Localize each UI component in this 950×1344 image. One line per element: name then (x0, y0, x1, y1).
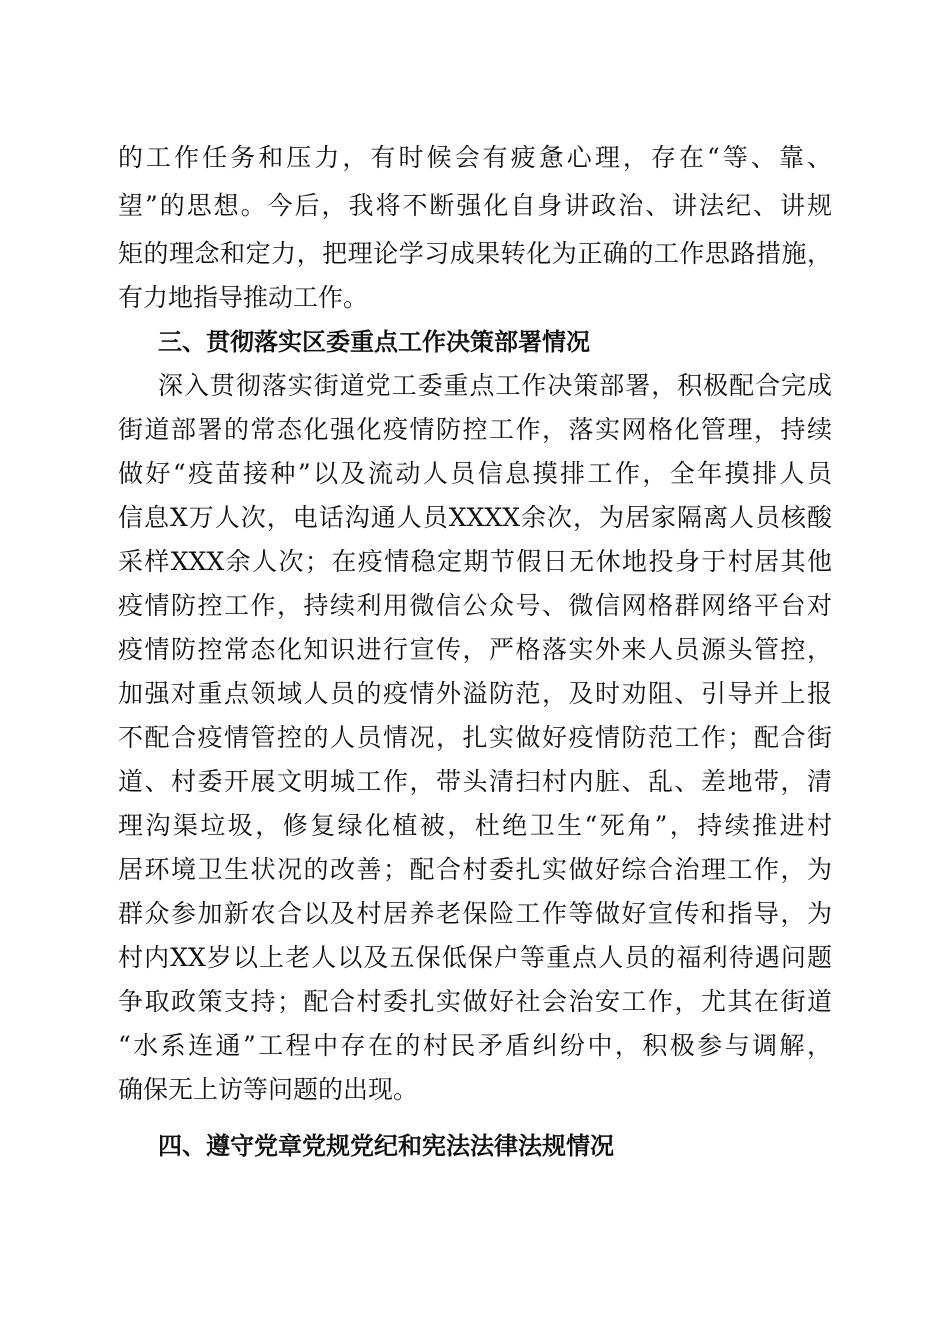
paragraph-line: 确保无上访等问题的出现。 (118, 1075, 419, 1104)
section-heading-3: 三、贯彻落实区委重点工作决策部署情况 (158, 328, 590, 356)
paragraph-line: “水系连通”工程中存在的村民矛盾纠纷中，积极参与调解， (118, 1031, 832, 1060)
paragraph-line: 的工作任务和压力，有时候会有疲惫心理，存在“等、靠、 (118, 143, 832, 172)
paragraph-line: 不配合疫情管控的人员情况，扎实做好疫情防范工作；配合街 (118, 723, 832, 752)
paragraph-line: 居环境卫生状况的改善；配合村委扎实做好综合治理工作，为 (118, 855, 832, 884)
paragraph-line: 争取政策支持；配合村委扎实做好社会治安工作，尤其在街道 (118, 987, 832, 1016)
paragraph-line: 街道部署的常态化强化疫情防控工作，落实网格化管理，持续 (118, 415, 832, 444)
paragraph-line: 做好“疫苗接种”以及流动人员信息摸排工作，全年摸排人员 (118, 459, 832, 488)
paragraph-line: 村内XX岁以上老人以及五保低保户等重点人员的福利待遇问题 (118, 943, 832, 972)
paragraph-line: 加强对重点领域人员的疫情外溢防范，及时劝阻、引导并上报 (118, 679, 832, 708)
paragraph-line: 疫情防控常态化知识进行宣传，严格落实外来人员源头管控， (118, 635, 832, 664)
paragraph-line: 望”的思想。今后，我将不断强化自身讲政治、讲法纪、讲规 (118, 191, 832, 220)
paragraph-line: 深入贯彻落实街道党工委重点工作决策部署，积极配合完成 (158, 371, 832, 400)
paragraph-line: 道、村委开展文明城工作，带头清扫村内脏、乱、差地带，清 (118, 767, 832, 796)
paragraph-line: 理沟渠垃圾，修复绿化植被，杜绝卫生“死角”，持续推进村 (118, 811, 832, 840)
paragraph-line: 信息X万人次，电话沟通人员XXXX余次，为居家隔离人员核酸 (118, 503, 832, 532)
paragraph-line: 疫情防控工作，持续利用微信公众号、微信网格群网络平台对 (118, 591, 832, 620)
paragraph-line: 群众参加新农合以及村居养老保险工作等做好宣传和指导，为 (118, 899, 832, 928)
section-heading-4: 四、遵守党章党规党纪和宪法法律法规情况 (158, 1132, 614, 1160)
paragraph-line: 矩的理念和定力，把理论学习成果转化为正确的工作思路措施， (118, 239, 832, 268)
paragraph-line: 采样XXX余人次；在疫情稳定期节假日无休地投身于村居其他 (118, 547, 832, 576)
paragraph-line: 有力地指导推动工作。 (118, 283, 369, 312)
